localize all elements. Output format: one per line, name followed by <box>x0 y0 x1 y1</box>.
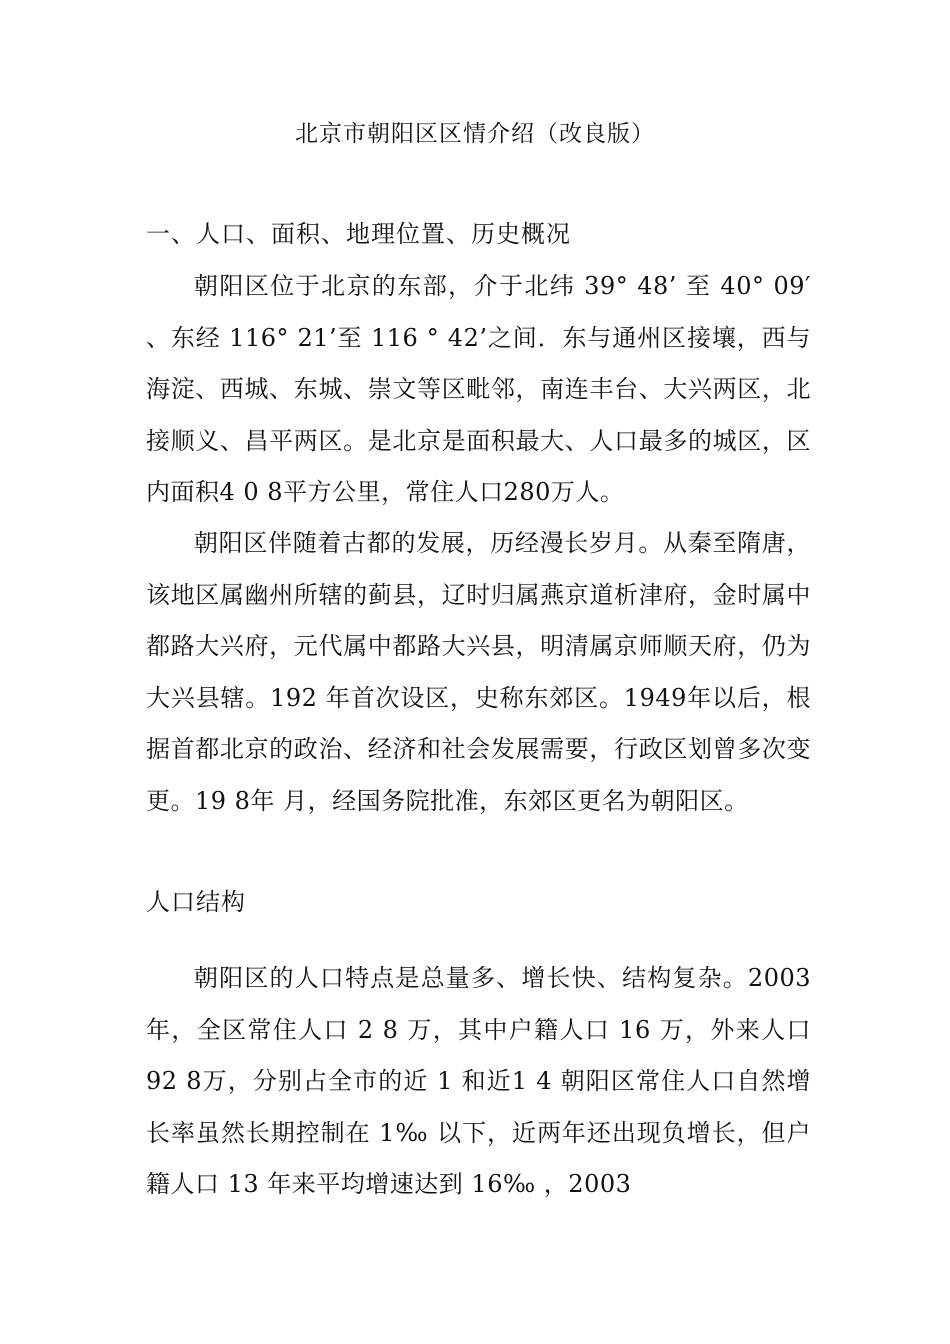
section-heading-overview: 一、人口、面积、地理位置、历史概况 <box>146 220 571 248</box>
section-heading-population: 人口结构 <box>146 888 246 916</box>
paragraph-history: 朝阳区伴随着古都的发展，历经漫长岁月。从秦至隋唐，该地区属幽州所辖的蓟县，辽时归属燕京道析津府，金时属中都路大兴府，元代属中都路大兴县，明清属京师顺天府，仍为大兴县辖。192 年首次设区，史称东郊区。1949年以后，根据首都北京的政治、经济和社会发展需要，行政区划曾多次变更。19 8年 月，经国务院批准，东郊区更名为朝阳区。 <box>146 529 811 815</box>
document-title: 北京市朝阳区区情介绍（改良版） <box>295 121 655 147</box>
paragraph-population: 朝阳区的人口特点是总量多、增长快、结构复杂。2003年，全区常住人口 2 8 万，其中户籍人口 16 万，外来人口 92 8万，分别占全市的近 1 和近1 4 朝阳区常住人口自然增长率虽然长期控制在 1‰ 以下，近两年还出现负增长，但户籍人口 13 年来平均增速达到 16‰ ，2003 <box>146 964 811 1198</box>
paragraph-location: 朝阳区位于北京的东部，介于北纬 39° 48’ 至 40° 09′ 、东经 116° 21’至 116 ° 42’之间．东与通州区接壤，西与海淀、西城、东城、崇文等区毗邻，南连丰台、大兴两区，北接顺义、昌平两区。是北京是面积最大、人口最多的城区，区内面积4 0 8平方公里，常住人口280万人。 <box>146 272 811 506</box>
